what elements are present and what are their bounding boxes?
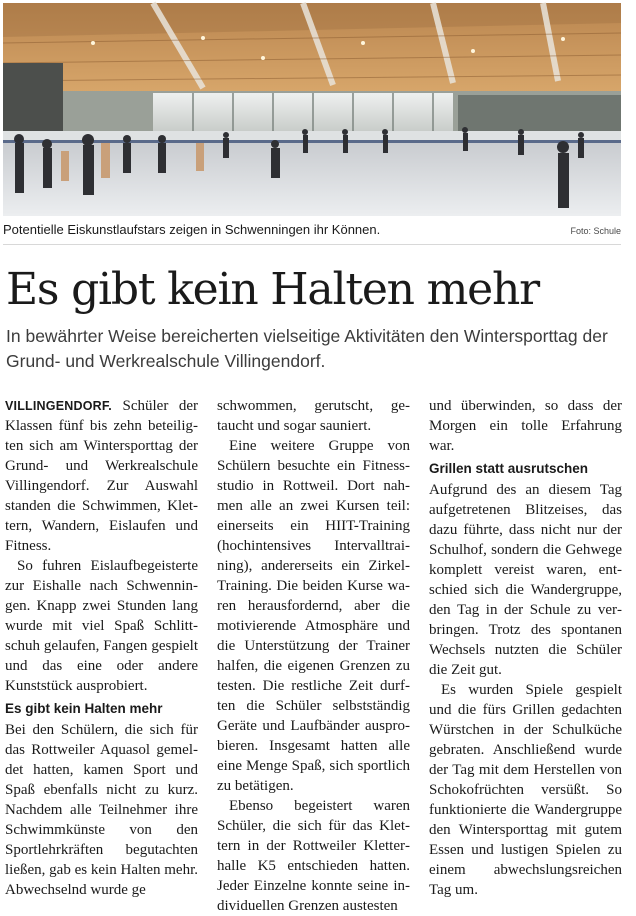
paragraph-text: Schüler der Klassen fünf bis zehn beteiligten sich am Wintersporttag der Grund- und Werkrealschule Villingendorf. Zur Auswahl standen die Schwimmen, Klettern, Wandern, Eislaufen und Fitness. xyxy=(5,398,198,554)
deck-text: In bewährter Weise bereicherten vielseitige Aktivitäten den Wintersporttag der Grund- und Werkrealschule Villingendorf. xyxy=(6,326,608,371)
article-column-2 xyxy=(217,396,410,914)
paragraph: Eine weitere Gruppe von Schülern besuchte ein Fitnessstudio in Rottweil. Dort nahmen alle an zwei Kursen teil: einerseits ein HIIT-Training (hochintensives Intervalltraining), andererseits ein ZirkelTraining. Die beiden Kurse waren herausfordernd, aber die motivierende Atmosphäre und die Unterstützung der Trainer halfen, die eigenen Grenzen zu testen. Die restliche Zeit durften die Schüler selbstständig Geräte und Laufbänder ausprobieren. Insgesamt hatten alle eine Menge Spaß, sich sportlich zu betätigen. xyxy=(217,438,410,794)
paragraph: Bei den Schülern, die sich für das Rottweiler Aquasol gemeldet hatten, kamen Sport und Spaß ebenfalls nicht zu kurz. Nachdem alle Teilnehmer ihre Schwimmkünste von den Sportlehrkräften begutachten ließen, gab es kein Halten mehr. Abwechselnd wurde ge xyxy=(5,722,198,898)
paragraph xyxy=(5,396,198,556)
photo-credit: Foto: Schule xyxy=(570,226,621,236)
paragraph: So fuhren Eislaufbegeisterte zur Eishalle nach Schwenningen. Knapp zwei Stunden lang wurde mit viel Spaß Schlittschuh gelaufen, Fangen gespielt und das eine oder andere Kunststück ausprobiert. xyxy=(5,558,198,694)
headline: Es gibt kein Halten mehr xyxy=(6,264,539,315)
article-photo xyxy=(3,3,621,216)
caption-text: Potentielle Eiskunstlaufstars zeigen in Schwenningen ihr Können. xyxy=(3,222,381,237)
paragraph: Ebenso begeistert waren Schüler, die sich für das Klettern in der Rottweiler Kletterhalle K5 entschieden hatten. Jeder Einzelne konnte seine individuellen Grenzen austesten xyxy=(217,798,410,914)
paragraph: Aufgrund des an diesem Tag aufgetretenen Blitzeises, das dazu führte, dass nicht nur der Schulhof, sondern die Gehwege komplett vereist waren, entschied sich die Wandergruppe, den Tag in der Schule zu verbringen. Trotz des spontanen Wechsels nutzten die Schüler die Zeit gut. xyxy=(429,482,622,678)
subheading: Grillen statt ausrutschen xyxy=(429,461,589,476)
dateline: VILLINGENDORF. xyxy=(5,399,112,413)
ice-rink-photo xyxy=(3,3,621,216)
paragraph: und überwinden, so dass der Morgen ein tolle Erfahrung war. xyxy=(429,398,622,454)
article-column-1 xyxy=(5,396,198,898)
paragraph: schwommen, gerutscht, getaucht und sogar sauniert. xyxy=(217,398,410,434)
article-column-3 xyxy=(429,396,622,898)
divider xyxy=(3,244,621,245)
subheading: Es gibt kein Halten mehr xyxy=(5,701,163,716)
photo-caption xyxy=(3,221,621,241)
paragraph: Es wurden Spiele gespielt und die fürs Grillen gedachten Würstchen in der Schulküche gebraten. Anschließend wurde der Tag mit dem Herstellen von Schokofrüchten versüßt. So funktionierte die Wandergruppe den Wintersporttag mit gutem Essen und lustigen Spielen zu einem abwechslungsreichen Tag um. xyxy=(429,682,622,898)
